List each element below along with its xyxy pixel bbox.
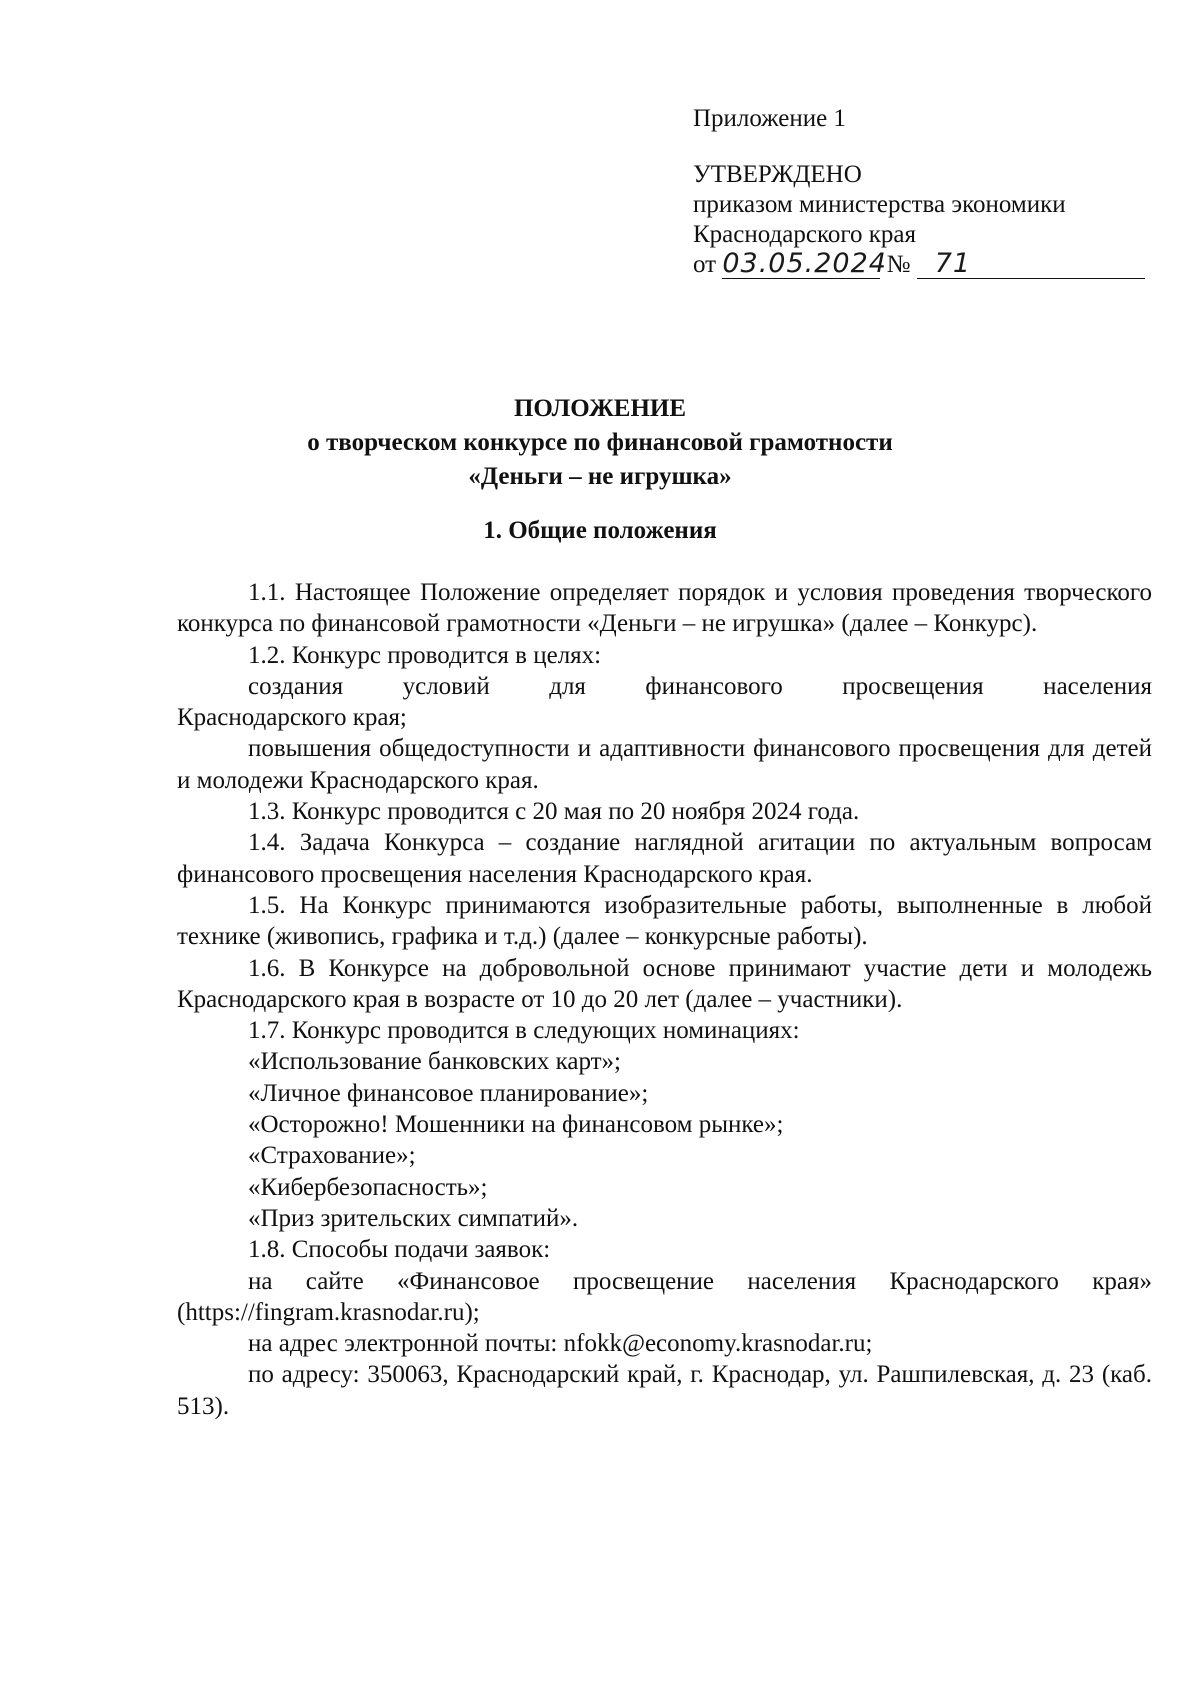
nomination-item: «Кибербезопасность»; <box>248 1173 488 1201</box>
nomination-item: «Страхование»; <box>248 1142 416 1170</box>
order-date-number-line <box>693 250 1145 280</box>
appendix-label: Приложение 1 <box>693 105 846 132</box>
approved-label: УТВЕРЖДЕНО <box>693 161 862 188</box>
nomination-item: «Использование банковских карт»; <box>248 1048 621 1076</box>
paragraph-1-5: 1.5. На Конкурс принимаются изобразительные работы, выполненные в любой технике (живопись, графика и т.д.) (далее – конкурсные работы). <box>177 891 1152 951</box>
approval-stamp <box>693 104 1145 280</box>
submission-method-address: по адресу: 350063, Краснодарский край, г. Краснодар, ул. Рашпилевская, д. 23 (каб. 513). <box>177 1361 1152 1420</box>
order-date-field <box>722 248 887 279</box>
contest-name: «Деньги – не игрушка» <box>468 463 732 490</box>
date-prefix: от <box>693 251 717 278</box>
number-label: № <box>886 251 911 278</box>
handwritten-date: 03.05.2024 <box>722 248 887 279</box>
section-body <box>177 577 1152 1422</box>
document-title: ПОЛОЖЕНИЕ <box>513 395 687 422</box>
section-heading: 1. Общие положения <box>483 517 717 544</box>
paragraph-1-8: 1.8. Способы подачи заявок: <box>248 1236 551 1264</box>
nomination-item: «Личное финансовое планирование»; <box>248 1079 649 1107</box>
approved-by-line2: Краснодарского края <box>693 221 916 248</box>
paragraph-1-3: 1.3. Конкурс проводится с 20 мая по 20 ноября 2024 года. <box>248 798 860 826</box>
paragraph-1-4: 1.4. Задача Конкурса – создание наглядной агитации по актуальным вопросам финансового просвещения населения Краснодарского края. <box>177 829 1152 888</box>
handwritten-number: 71 <box>934 248 972 279</box>
order-number-field <box>917 248 1145 279</box>
goal-2: повышения общедоступности и адаптивности финансового просвещения для детей и молодежи Краснодарского края. <box>177 735 1152 794</box>
document-subtitle: о творческом конкурсе по финансовой грамотности <box>307 429 893 456</box>
paragraph-1-6: 1.6. В Конкурсе на добровольной основе принимают участие дети и молодежь Краснодарского края в возрасте от 10 до 20 лет (далее – участники). <box>177 954 1152 1013</box>
submission-method-website: на сайте «Финансовое просвещение населения Краснодарского края» (https://fingram.krasnodar.ru); <box>177 1267 1152 1326</box>
nomination-item: «Приз зрительских симпатий». <box>248 1204 579 1232</box>
submission-method-email: на адрес электронной почты: nfokk@economy.krasnodar.ru; <box>248 1330 873 1358</box>
paragraph-1-7: 1.7. Конкурс проводится в следующих номинациях: <box>248 1017 800 1045</box>
approved-by-line1: приказом министерства экономики <box>693 191 1066 218</box>
nomination-item: «Осторожно! Мошенники на финансовом рынке»; <box>248 1111 784 1139</box>
goal-1-line2: Краснодарского края; <box>177 704 407 732</box>
paragraph-1-1: 1.1. Настоящее Положение определяет порядок и условия проведения творческого конкурса по финансовой грамотности «Деньги – не игрушка» (далее – Конкурс). <box>177 579 1152 638</box>
goal-1-line1: создания условий для финансового просвещения населения <box>248 672 1152 700</box>
paragraph-1-2: 1.2. Конкурс проводится в целях: <box>248 641 602 669</box>
